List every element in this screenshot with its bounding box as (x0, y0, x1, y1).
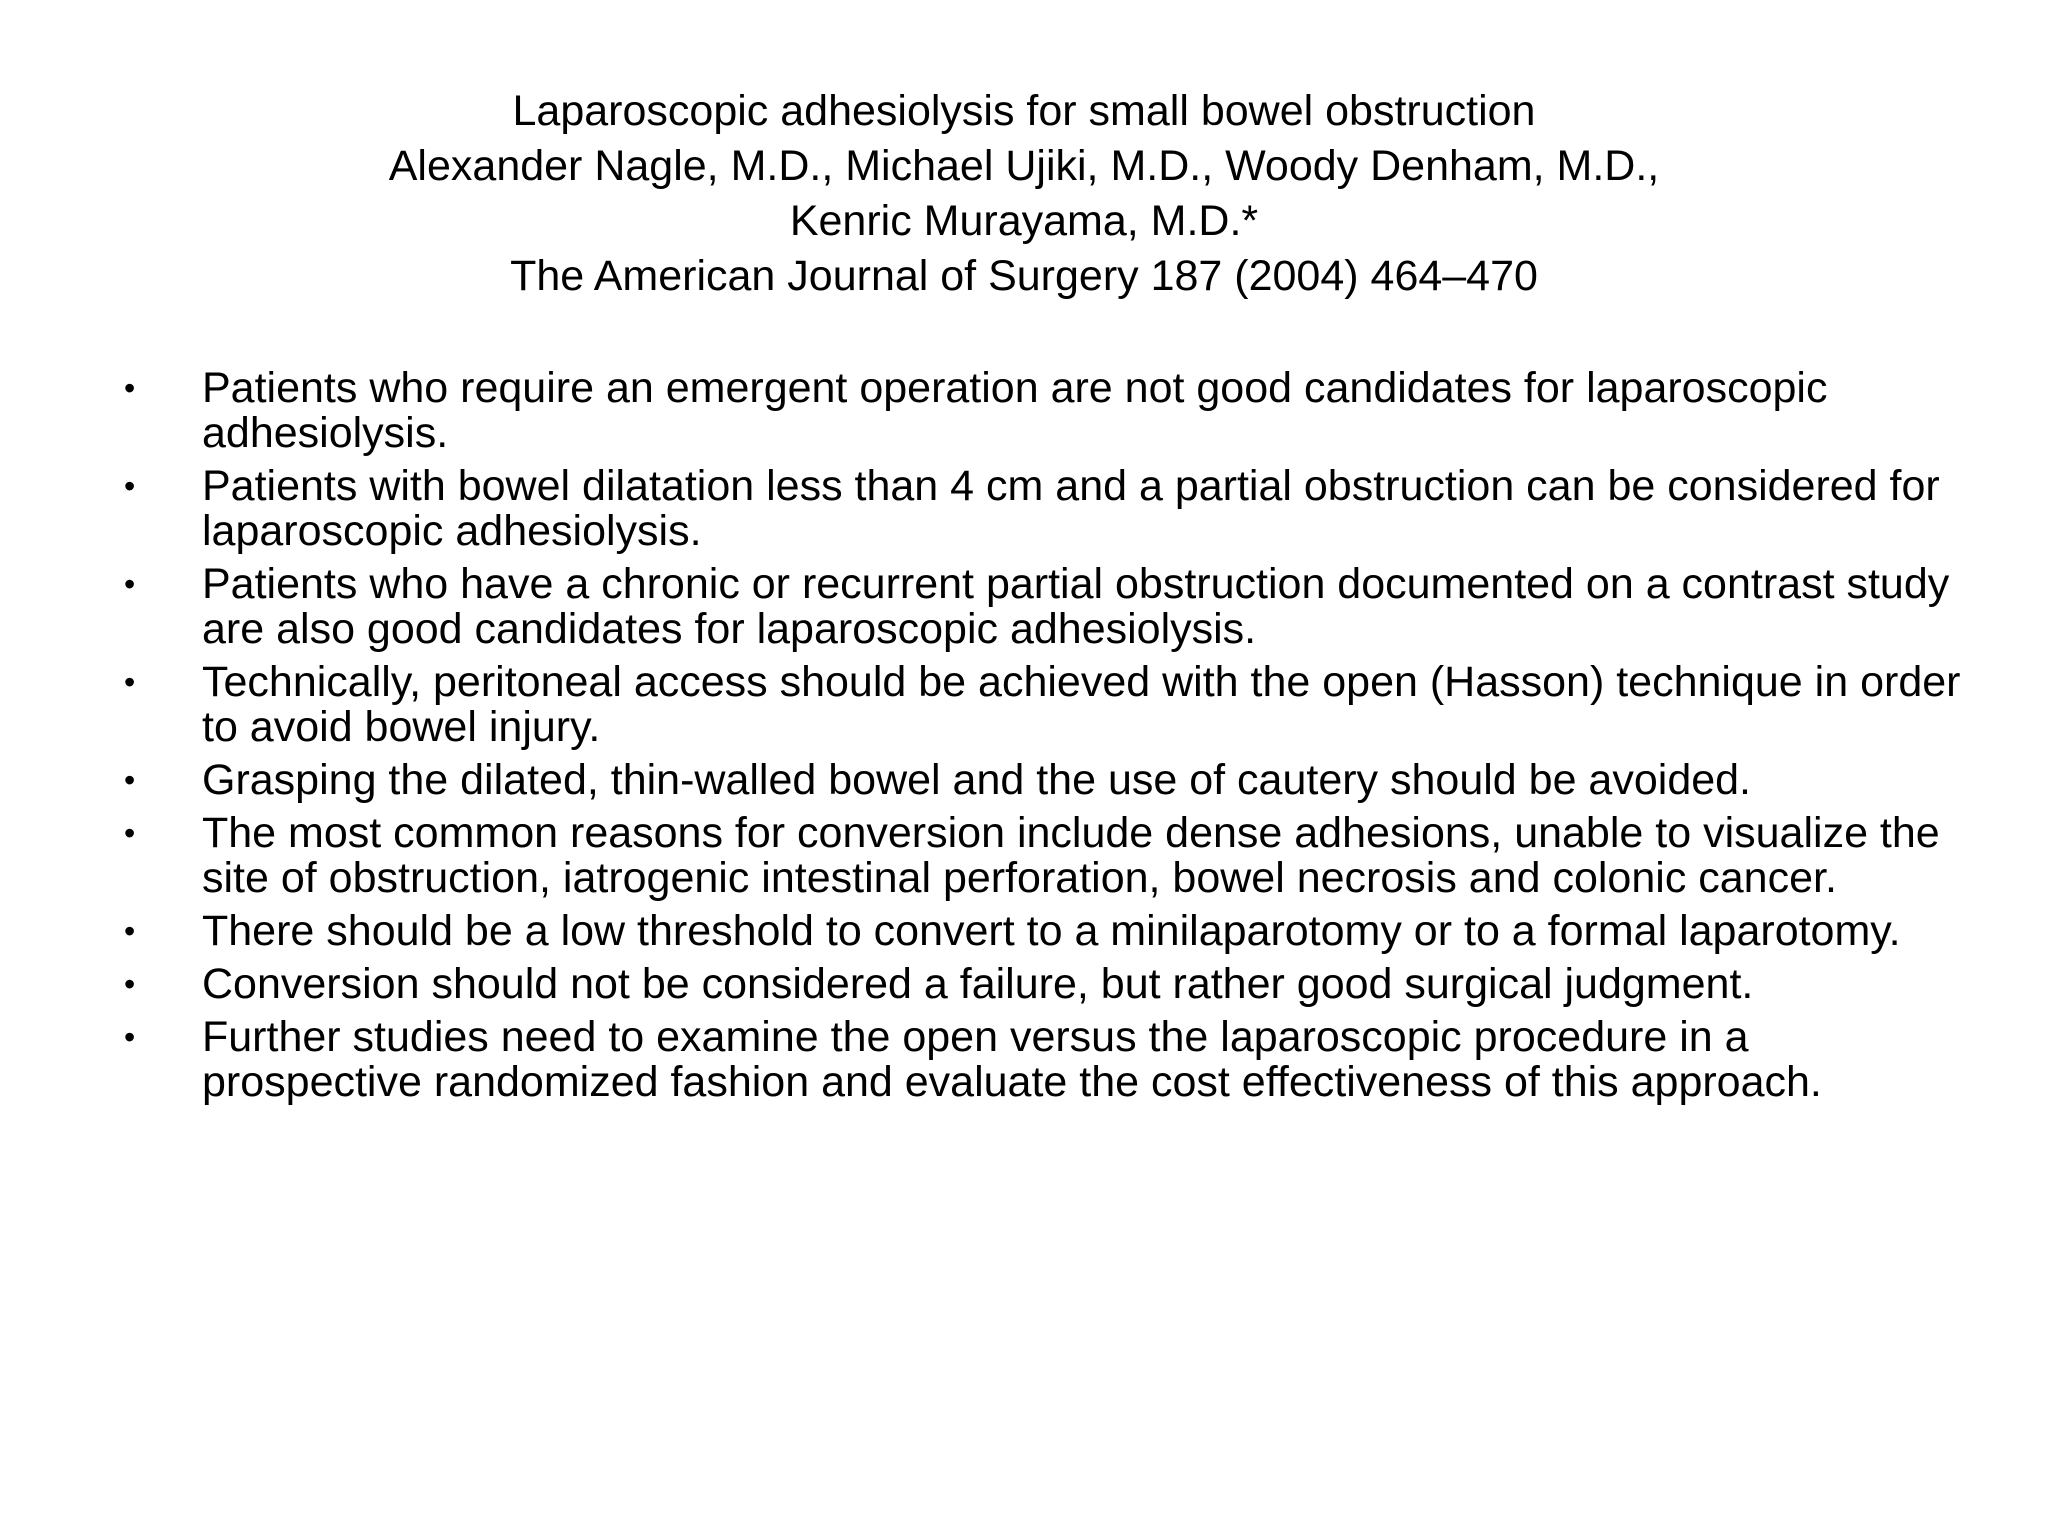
authors-line-2: Kenric Murayama, M.D.* (789, 197, 1259, 245)
article-title: Laparoscopic adhesiolysis for small bowel obstruction (512, 87, 1536, 135)
bullet-text: Technically, peritoneal access should be achieved with the open (Hasson) technique in order to avoid bowel injury. (202, 658, 1961, 751)
bullet-item (124, 660, 1974, 750)
bullet-text: Patients who require an emergent operation are not good candidates for laparoscopic adhesiolysis. (202, 364, 1828, 457)
bullet-text: Further studies need to examine the open versus the laparoscopic procedure in a prospective randomized fashion and evaluate the cost effectiveness of this approach. (202, 1013, 1822, 1106)
bullet-dot: • (124, 762, 136, 798)
bullet-dot: • (124, 566, 136, 602)
bullet-dot: • (124, 468, 136, 504)
authors-line-1: Alexander Nagle, M.D., Michael Ujiki, M.D., Woody Denham, M.D., (388, 142, 1660, 190)
journal-reference: The American Journal of Surgery 187 (2004) 464–470 (510, 252, 1538, 300)
bullet-item (124, 1015, 1974, 1105)
bullet-item (124, 962, 1974, 1007)
bullet-item (124, 464, 1974, 554)
bullet-text: Grasping the dilated, thin-walled bowel and the use of cautery should be avoided. (202, 756, 1752, 804)
bullet-item (124, 909, 1974, 954)
bullet-item (124, 758, 1974, 803)
bullet-list (124, 366, 1974, 1113)
bullet-dot: • (124, 370, 136, 406)
bullet-item (124, 811, 1974, 901)
bullet-dot: • (124, 664, 136, 700)
bullet-text: There should be a low threshold to convert to a minilaparotomy or to a formal laparotomy. (202, 907, 1901, 955)
citation-header (0, 84, 2048, 304)
bullet-dot: • (124, 966, 136, 1002)
bullet-text: Conversion should not be considered a failure, but rather good surgical judgment. (202, 960, 1754, 1008)
bullet-dot: • (124, 815, 136, 851)
bullet-item (124, 366, 1974, 456)
bullet-text: Patients who have a chronic or recurrent partial obstruction documented on a contrast study are also good candidates for laparoscopic adhesiolysis. (202, 560, 1950, 653)
bullet-text: The most common reasons for conversion include dense adhesions, unable to visualize the site of obstruction, iatrogenic intestinal perforation, bowel necrosis and colonic cancer. (202, 809, 1940, 902)
bullet-dot: • (124, 913, 136, 949)
bullet-item (124, 562, 1974, 652)
bullet-dot: • (124, 1019, 136, 1055)
bullet-text: Patients with bowel dilatation less than 4 cm and a partial obstruction can be considered for laparoscopic adhesiolysis. (202, 462, 1940, 555)
